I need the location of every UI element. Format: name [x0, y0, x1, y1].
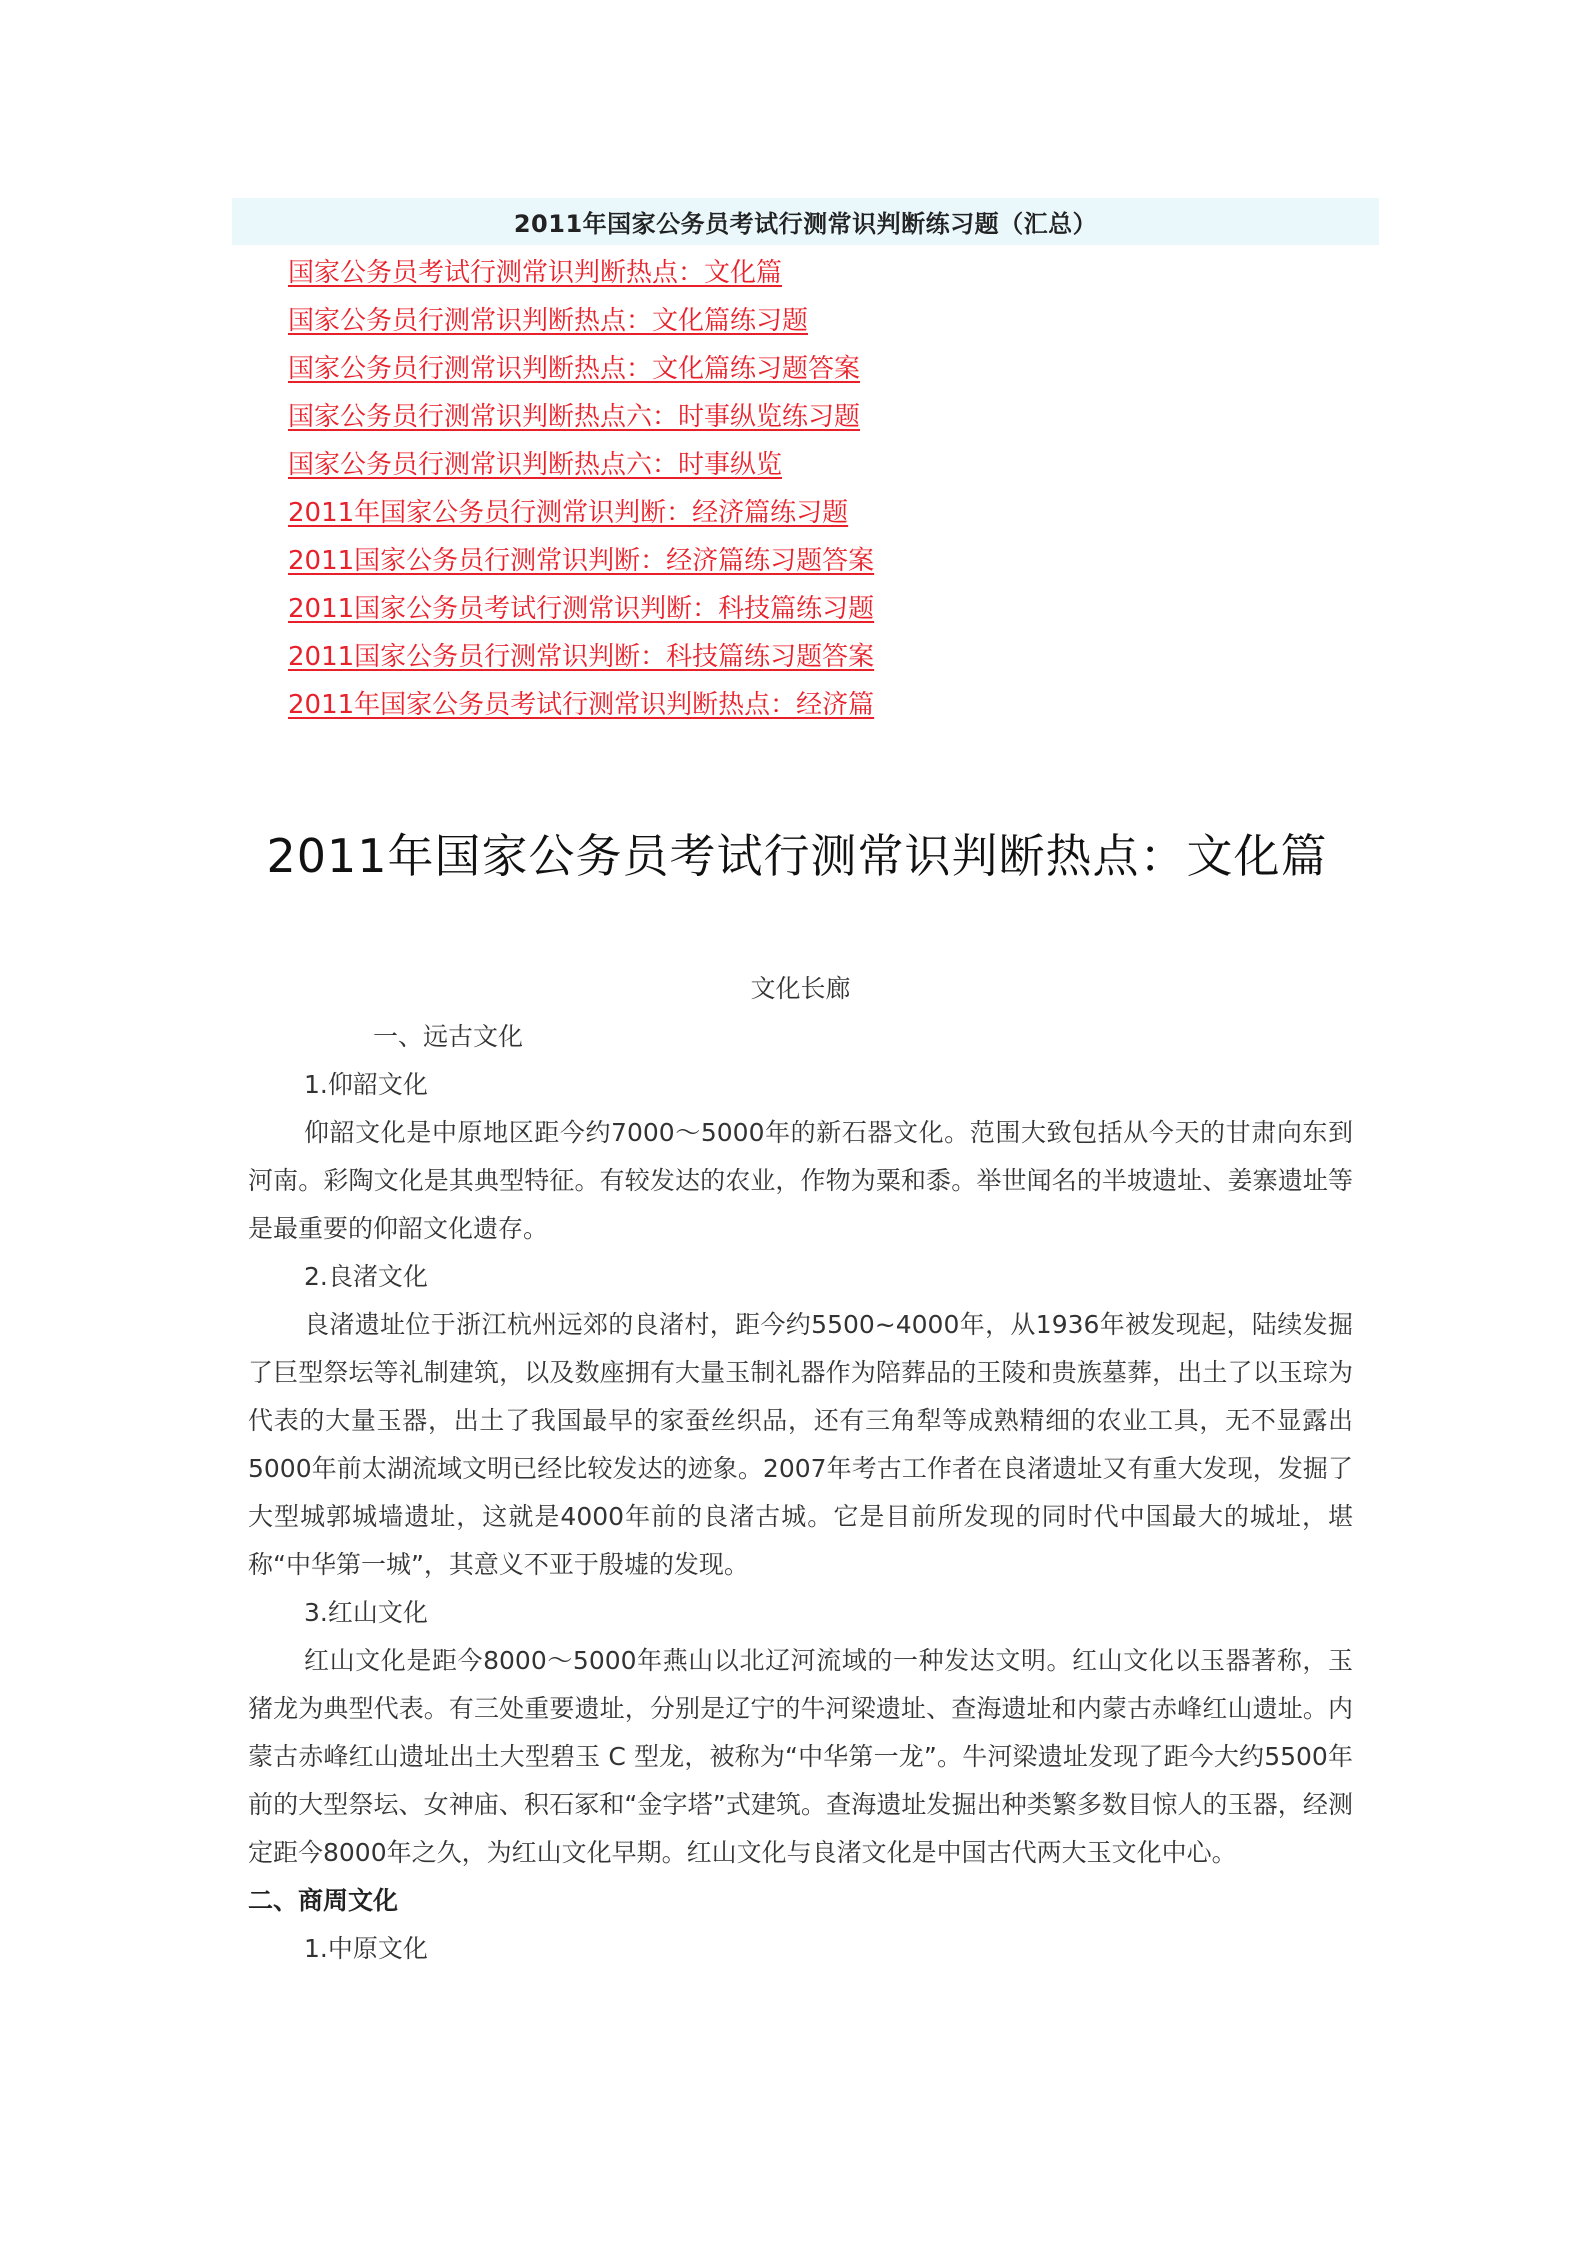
- link-current-affairs[interactable]: 国家公务员行测常识判断热点六：时事纵览: [288, 450, 783, 480]
- link-culture-exercises[interactable]: 国家公务员行测常识判断热点：文化篇练习题: [288, 306, 809, 336]
- link-tech-answers[interactable]: 2011国家公务员行测常识判断：科技篇练习题答案: [288, 642, 875, 672]
- summary-banner: [232, 198, 1379, 245]
- paragraph-liangzhu: 良渚遗址位于浙江杭州远郊的良渚村，距今约5500~4000年，从1936年被发现起，陆续发掘了巨型祭坛等礼制建筑，以及数座拥有大量玉制礼器作为陪葬品的王陵和贵族墓葬，出土了以玉琮为代表的大量玉器，出土了我国最早的家蚕丝织品，还有三角犁等成熟精细的农业工具，无不显露出5000年前太湖流域文明已经比较发达的迹象。2007年考古工作者在良渚遗址又有重大发现，发掘了大型城郭城墙遗址，这就是4000年前的良渚古城。它是目前所发现的同时代中国最大的城址，堪称“中华第一城”，其意义不亚于殷墟的发现。: [248, 1310, 1353, 1579]
- link-economy-answers[interactable]: 2011国家公务员行测常识判断：经济篇练习题答案: [288, 546, 875, 576]
- article-subtitle: 文化长廊: [750, 974, 851, 1003]
- article-title: 2011年国家公务员考试行测常识判断热点：文化篇: [266, 829, 1328, 883]
- item-title-central-plains: 1.中原文化: [304, 1934, 428, 1963]
- link-tech-exercises[interactable]: 2011国家公务员考试行测常识判断：科技篇练习题: [288, 594, 875, 624]
- link-current-affairs-exercises[interactable]: 国家公务员行测常识判断热点六：时事纵览练习题: [288, 402, 861, 432]
- article-body: [248, 965, 1353, 1973]
- item-title-liangzhu: 2.良渚文化: [304, 1262, 428, 1291]
- paragraph-yangshao: 仰韶文化是中原地区距今约7000～5000年的新石器文化。范围大致包括从今天的甘肃向东到河南。彩陶文化是其典型特征。有较发达的农业，作物为粟和黍。举世闻名的半坡遗址、姜寨遗址等是最重要的仰韶文化遗存。: [248, 1118, 1353, 1243]
- section-heading-shang-zhou: 二、商周文化: [248, 1886, 399, 1915]
- link-economy-exercises[interactable]: 2011年国家公务员行测常识判断：经济篇练习题: [288, 498, 849, 528]
- paragraph-hongshan: 红山文化是距今8000～5000年燕山以北辽河流域的一种发达文明。红山文化以玉器著称，玉猪龙为典型代表。有三处重要遗址，分别是辽宁的牛河梁遗址、查海遗址和内蒙古赤峰红山遗址。内蒙古赤峰红山遗址出土大型碧玉 C 型龙，被称为“中华第一龙”。牛河梁遗址发现了距今大约5500年前的大型祭坛、女神庙、积石冢和“金字塔”式建筑。查海遗址发掘出种类繁多数目惊人的玉器，经测定距今8000年之久，为红山文化早期。红山文化与良渚文化是中国古代两大玉文化中心。: [248, 1646, 1353, 1867]
- link-economy-hotspot[interactable]: 2011年国家公务员考试行测常识判断热点：经济篇: [288, 690, 875, 720]
- item-title-hongshan: 3.红山文化: [304, 1598, 428, 1627]
- section-heading-ancient: 一、远古文化: [373, 1022, 524, 1051]
- item-title-yangshao: 1.仰韶文化: [304, 1070, 428, 1099]
- banner-title: 2011年国家公务员考试行测常识判断练习题（汇总）: [513, 210, 1098, 238]
- link-list: [288, 253, 874, 733]
- link-culture-answers[interactable]: 国家公务员行测常识判断热点：文化篇练习题答案: [288, 354, 861, 384]
- link-culture-hotspot[interactable]: 国家公务员考试行测常识判断热点：文化篇: [288, 258, 783, 288]
